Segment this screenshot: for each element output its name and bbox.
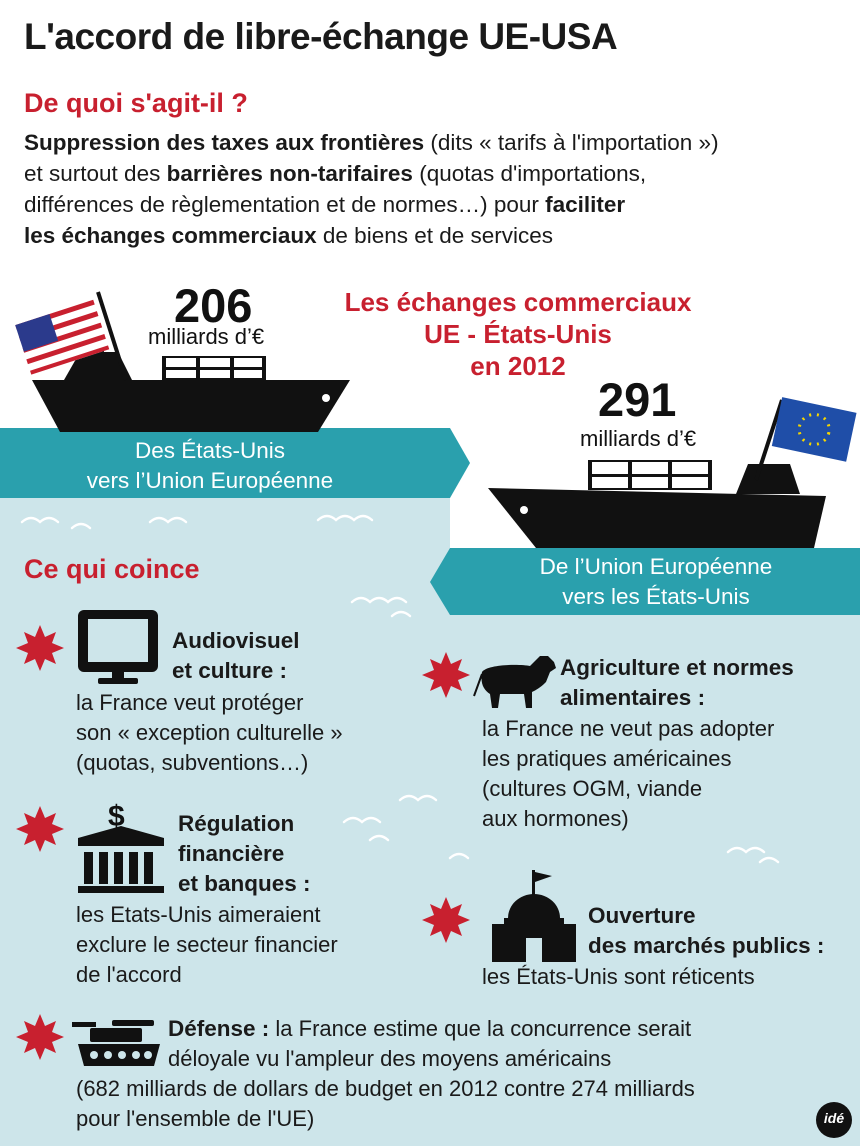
intro-text: de biens et de services	[316, 223, 554, 248]
eu-to-us-unit: milliards d’€	[580, 426, 697, 451]
issue-text-line: la France estime que la concurrence serait	[269, 1016, 692, 1041]
intro-bold: faciliter	[545, 192, 626, 217]
intro-text: (dits « tarifs à l'importation »)	[424, 130, 719, 155]
page-title: L'accord de libre-échange UE-USA	[24, 16, 618, 57]
intro-bold: Suppression des taxes aux frontières	[24, 130, 425, 155]
us-to-eu-unit: milliards d’€	[148, 324, 265, 349]
issue-text-line: les États-Unis sont réticents	[482, 964, 755, 989]
banner-line: Des États-Unis	[134, 438, 286, 463]
issue-text-line: exclure le secteur financier	[76, 932, 338, 957]
issue-text-line: de l'accord	[76, 962, 182, 987]
us-to-eu-value: 206	[174, 279, 253, 332]
public-markets-text	[482, 962, 842, 992]
issue-text-line: (quotas, subventions…)	[76, 750, 309, 775]
finance-text	[76, 900, 416, 990]
intro-bold: barrières non-tarifaires	[166, 161, 413, 186]
exchange-title	[318, 286, 718, 382]
issue-text-line: son « exception culturelle »	[76, 720, 343, 745]
issue-text-line: la France veut protéger	[76, 690, 304, 715]
defense-text-bottom	[76, 1074, 816, 1134]
issue-title-line: financière	[178, 841, 285, 866]
issue-title-line: alimentaires :	[560, 685, 706, 710]
defense-title: Défense :	[168, 1016, 270, 1041]
issues-heading: Ce qui coince	[24, 554, 200, 584]
issue-text-line: pour l'ensemble de l'UE)	[76, 1106, 315, 1131]
public-markets-title	[588, 901, 824, 961]
logo-text: idé	[823, 1110, 845, 1126]
issue-text-line: la France ne veut pas adopter	[482, 716, 775, 741]
intro-text: et surtout des	[24, 161, 167, 186]
banner-line: vers l’Union Européenne	[86, 468, 334, 493]
issue-text-line: (682 milliards de dollars de budget en 2012 contre 274 milliards	[76, 1076, 695, 1101]
intro-bold: les échanges commerciaux	[24, 223, 317, 248]
exchange-title-line: en 2012	[470, 351, 566, 381]
intro-paragraph	[24, 127, 844, 251]
finance-title	[178, 809, 311, 899]
intro-text: (quotas d'importations,	[412, 161, 647, 186]
issue-title-line: et banques :	[178, 871, 311, 896]
issue-text-line: les Etats-Unis aimeraient	[76, 902, 321, 927]
bank-icon	[78, 826, 164, 893]
agriculture-text	[482, 714, 842, 834]
agriculture-title	[560, 653, 794, 713]
issue-text-line: déloyale vu l'ampleur des moyens américains	[168, 1046, 612, 1071]
banner-line: De l’Union Européenne	[539, 554, 773, 579]
dollar-icon: $	[108, 800, 125, 833]
us-to-eu-label	[40, 436, 380, 496]
issue-title-line: Ouverture	[588, 903, 696, 928]
issue-text-line: les pratiques américaines	[482, 746, 732, 771]
issue-title-line: Audiovisuel	[172, 628, 300, 653]
audiovisual-text	[76, 688, 416, 778]
audiovisual-title	[172, 626, 300, 686]
issue-title-line: Régulation	[178, 811, 295, 836]
intro-text: différences de règlementation et de normes…) pour	[24, 192, 546, 217]
issue-text-line: aux hormones)	[482, 806, 629, 831]
banner-line: vers les États-Unis	[562, 584, 750, 609]
exchange-title-line: Les échanges commerciaux	[344, 287, 692, 317]
what-heading: De quoi s'agit-il ?	[24, 88, 248, 118]
issue-text-line: (cultures OGM, viande	[482, 776, 703, 801]
issue-title-line: Agriculture et normes	[560, 655, 794, 680]
issue-title-line: et culture :	[172, 658, 288, 683]
eu-to-us-label	[476, 552, 836, 612]
eu-to-us-value: 291	[598, 373, 677, 426]
exchange-title-line: UE - États-Unis	[424, 319, 612, 349]
defense-text-top	[168, 1014, 828, 1074]
eu-ship-icon	[488, 460, 826, 548]
issue-title-line: des marchés publics :	[588, 933, 825, 958]
